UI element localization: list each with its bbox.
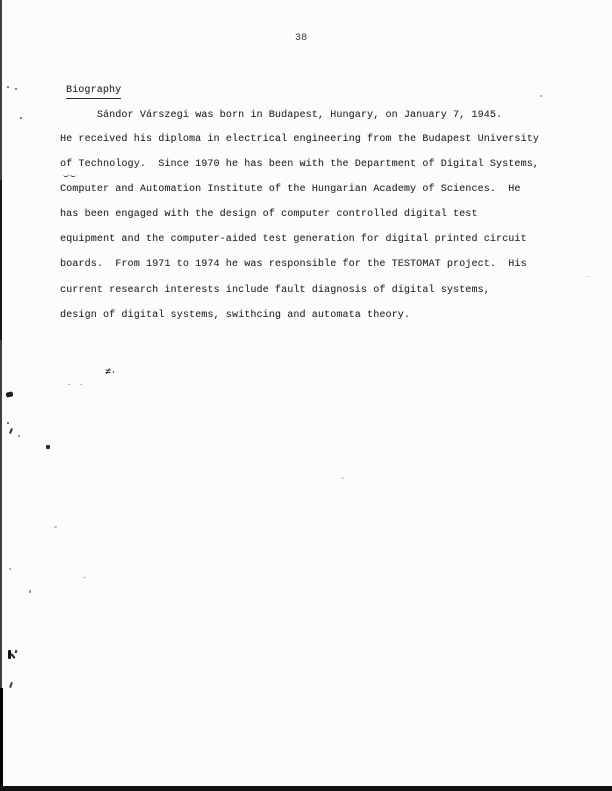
ink-speck xyxy=(46,445,50,449)
typo-squiggle xyxy=(63,172,69,178)
ink-speck xyxy=(68,384,70,385)
paragraph-line: He received his diploma in electrical engineering from the Budapest University xyxy=(60,134,539,145)
paragraph-line: equipment and the computer-aided test generation for digital printed circuit xyxy=(60,234,527,245)
ink-speck xyxy=(83,577,86,578)
ink-blob xyxy=(6,391,14,397)
ink-slash xyxy=(9,428,13,434)
scan-edge-left-mid xyxy=(0,180,2,340)
typo-squiggle xyxy=(70,172,77,178)
paragraph-line: boards. From 1971 to 1974 he was responsible for the TESTOMAT project. His xyxy=(60,259,527,270)
ink-speck xyxy=(29,590,31,593)
ink-speck xyxy=(54,526,57,528)
ink-speck xyxy=(7,422,9,424)
ink-speck xyxy=(586,276,589,277)
scan-edge-left-bottom xyxy=(0,688,3,791)
scan-edge-left xyxy=(0,0,2,791)
section-heading xyxy=(66,85,121,97)
paragraph-line: design of digital systems, swithcing and automata theory. xyxy=(60,310,411,321)
scan-edge-bottom xyxy=(0,786,612,791)
ink-speck xyxy=(80,384,82,385)
ink-speck xyxy=(7,86,9,88)
ink-speck xyxy=(18,435,20,437)
paragraph-line: has been engaged with the design of computer controlled digital test xyxy=(60,209,478,220)
section-heading-text: Biography xyxy=(66,85,121,99)
ink-mark-tick xyxy=(10,653,15,659)
ink-mark-apostrophe xyxy=(15,650,17,653)
page-number: 38 xyxy=(295,33,308,44)
paragraph-line: Sándor Várszegi was born in Budapest, Hungary, on January 7, 1945. xyxy=(60,110,503,121)
ink-speck xyxy=(9,568,11,570)
ink-slash xyxy=(9,682,13,688)
ink-speck xyxy=(341,477,344,479)
paragraph-line: current research interests include fault diagnosis of digital systems, xyxy=(60,285,490,296)
ink-speck xyxy=(20,117,22,119)
ink-speck xyxy=(15,88,17,90)
paragraph-line: of Technology. Since 1970 he has been with the Department of Digital Systems, xyxy=(60,159,539,170)
paragraph-line: Computer and Automation Institute of the Hungarian Academy of Sciences. He xyxy=(60,184,521,195)
ink-mark-hash: ≠· xyxy=(105,367,117,378)
ink-mark-margin xyxy=(7,650,19,660)
ink-speck xyxy=(540,95,542,97)
